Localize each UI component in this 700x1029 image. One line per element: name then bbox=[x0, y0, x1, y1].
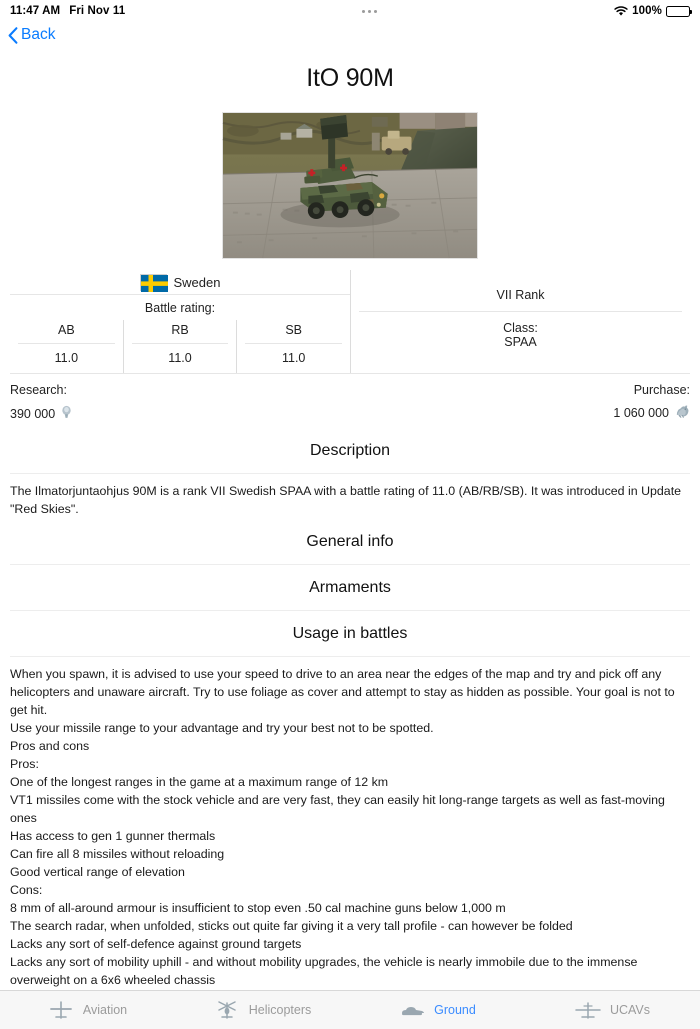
stats-left-column bbox=[10, 270, 351, 373]
purchase-value-row bbox=[613, 405, 690, 421]
vehicle-stats-block bbox=[0, 270, 700, 373]
usage-line: Pros: bbox=[10, 756, 39, 771]
navigation-bar bbox=[0, 22, 700, 48]
back-button[interactable] bbox=[8, 26, 55, 44]
back-button-label: Back bbox=[21, 26, 56, 43]
usage-line: Good vertical range of elevation bbox=[10, 864, 185, 879]
usage-line: One of the longest ranges in the game at a maximum range of 12 km bbox=[10, 774, 389, 789]
usage-line: Pros and cons bbox=[10, 738, 90, 753]
usage-line: Lacks any sort of self-defence against ground targets bbox=[10, 936, 302, 951]
airplane-icon bbox=[48, 999, 74, 1021]
research-label: Research: bbox=[10, 383, 67, 397]
tab-label-aviation: Aviation bbox=[82, 1002, 128, 1017]
usage-line: Cons: bbox=[10, 882, 43, 897]
status-bar bbox=[0, 0, 700, 22]
br-header-ab: AB bbox=[57, 323, 75, 337]
vehicle-class-value: SPAA bbox=[504, 335, 537, 350]
description-paragraph: The Ilmatorjuntaohjus 90M is a rank VII Swedish SPAA with a battle rating of 11.0 (AB/RB/SB). It was introduced in Update "Red Skies". bbox=[10, 484, 682, 516]
tab-label-helicopters: Helicopters bbox=[248, 1002, 312, 1017]
nation-name: Sweden bbox=[173, 274, 221, 290]
helicopter-icon bbox=[214, 999, 240, 1021]
usage-line: Lacks any sort of mobility uphill - and without mobility upgrades, the vehicle is nearly immobile due to the immense overweight on a 6x6 wheeled chassis bbox=[10, 954, 638, 987]
vehicle-preview-image[interactable] bbox=[222, 112, 478, 259]
status-time: 11:47 AM bbox=[10, 5, 61, 17]
br-value-rb: 11.0 bbox=[168, 351, 192, 365]
tab-ucavs[interactable] bbox=[525, 991, 700, 1029]
usage-line: Can fire all 8 missiles without reloading bbox=[10, 846, 225, 861]
research-block bbox=[10, 383, 72, 422]
usage-text bbox=[0, 657, 700, 990]
br-column-ab bbox=[10, 320, 123, 373]
tab-label-ground: Ground bbox=[434, 1002, 476, 1017]
usage-line: 8 mm of all-around armour is insufficient to stop even .50 cal machine guns below 1,000 m bbox=[10, 900, 506, 915]
vehicle-class-label: Class: bbox=[503, 321, 538, 335]
vehicle-rank: VII Rank bbox=[359, 270, 682, 312]
description-text bbox=[0, 474, 700, 519]
stats-right-column bbox=[351, 270, 690, 373]
status-bar-center bbox=[125, 10, 614, 13]
usage-line: The search radar, when unfolded, sticks out quite far giving it a very tall profile - can however be folded bbox=[10, 918, 573, 933]
research-value: 390 000 bbox=[10, 406, 56, 421]
research-value-row bbox=[10, 405, 72, 422]
battle-rating-table bbox=[10, 320, 350, 373]
br-value-sb: 11.0 bbox=[281, 351, 306, 365]
tab-ground[interactable] bbox=[350, 991, 525, 1029]
tab-helicopters[interactable] bbox=[175, 991, 350, 1029]
bottom-tab-bar bbox=[0, 990, 700, 1029]
battery-full-icon bbox=[666, 6, 690, 17]
drone-icon bbox=[575, 999, 601, 1021]
usage-line: VT1 missiles come with the stock vehicle and are very fast, they can easily hit long-range targets as well as fast-moving ones bbox=[10, 792, 665, 825]
purchase-label: Purchase: bbox=[633, 383, 690, 397]
usage-line: Use your missile range to your advantage and try your best not to be spotted. bbox=[10, 720, 434, 735]
nation-row bbox=[10, 270, 350, 295]
vehicle-preview-container bbox=[0, 112, 700, 259]
br-column-sb bbox=[236, 320, 350, 373]
tank-icon bbox=[399, 999, 425, 1021]
silver-lion-icon bbox=[675, 405, 690, 421]
scroll-content[interactable] bbox=[0, 48, 700, 990]
vehicle-class bbox=[351, 312, 690, 350]
purchase-value: 1 060 000 bbox=[613, 406, 669, 420]
page-title: ItO 90M bbox=[306, 64, 394, 92]
section-header-general-info[interactable]: General info bbox=[306, 532, 394, 550]
more-dots-icon bbox=[362, 10, 377, 13]
br-header-sb: SB bbox=[285, 323, 303, 337]
tab-label-ucavs: UCAVs bbox=[609, 1002, 651, 1017]
br-column-rb bbox=[123, 320, 237, 373]
br-value-ab: 11.0 bbox=[54, 351, 79, 365]
status-bar-left bbox=[10, 5, 125, 17]
section-header-armaments[interactable]: Armaments bbox=[309, 578, 391, 596]
br-header-rb: RB bbox=[171, 323, 189, 337]
chevron-left-icon bbox=[8, 27, 18, 44]
economy-row bbox=[0, 374, 700, 428]
research-point-icon bbox=[61, 405, 72, 422]
battery-percent: 100% bbox=[632, 5, 662, 17]
tab-aviation[interactable] bbox=[0, 991, 175, 1029]
usage-line: Has access to gen 1 gunner thermals bbox=[10, 828, 216, 843]
status-date: Fri Nov 11 bbox=[69, 5, 126, 17]
wifi-icon bbox=[614, 6, 628, 17]
sweden-flag-icon bbox=[140, 274, 167, 291]
section-header-description[interactable]: Description bbox=[309, 442, 391, 459]
section-header-usage-in-battles[interactable]: Usage in battles bbox=[292, 624, 408, 642]
status-bar-right bbox=[614, 5, 690, 17]
purchase-block bbox=[613, 383, 690, 422]
usage-line: When you spawn, it is advised to use your speed to drive to an area near the edges of the map and try and pick off any helicopters and unaware aircraft. Try to use foliage as cover and attempt to stay as hidden as possible. Your goal is not to get hit. bbox=[10, 666, 675, 717]
battle-rating-label: Battle rating: bbox=[144, 301, 216, 315]
